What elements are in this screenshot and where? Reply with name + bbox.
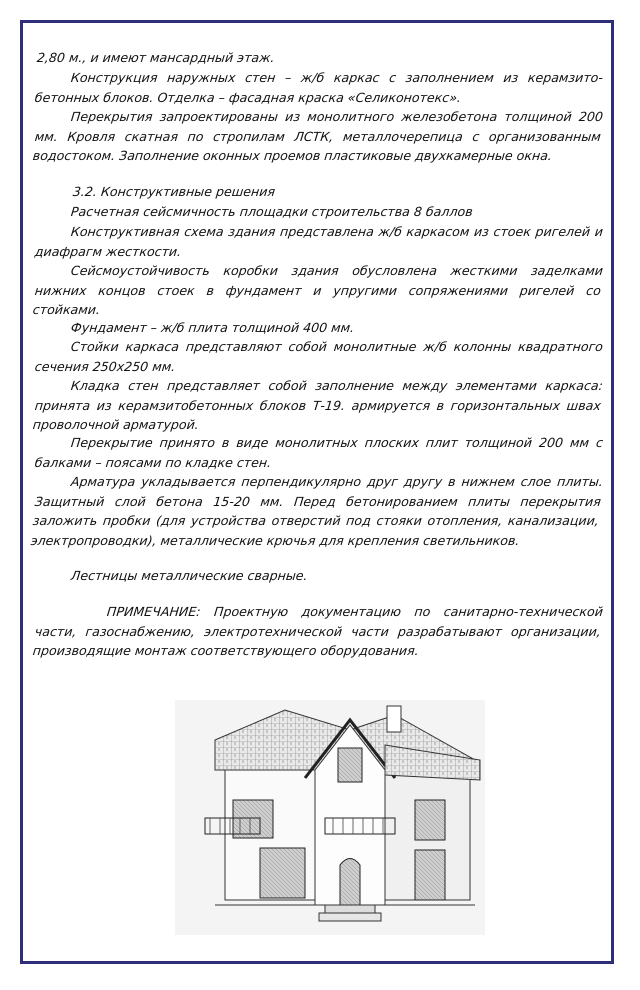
paragraph-stairs: Лестницы металлические сварные. <box>70 568 309 583</box>
section-heading: 3.2. Конструктивные решения <box>72 184 276 199</box>
paragraph-columns: Стойки каркаса представляют собой монолитные ж/б колонны квадратного сечения 250х250 мм. <box>34 339 604 374</box>
paragraph-walls: Конструкция наружных стен – ж/б каркас с заполнением из керамзито-бетонных блоков. Отделка – фасадная краска «Селиконотекс». <box>34 70 604 105</box>
paragraph-floors: Перекрытия запроектированы из монолитного железобетона толщиной 200 мм. Кровля скатная по стропилам ЛСТК, металлочерепица с организованным водостоком. Заполнение оконных проемов пластиковые двухкамерные окна. <box>32 109 604 163</box>
paragraph-reinforcement: Арматура укладывается перпендикулярно друг другу в нижнем слое плиты. Защитный слой бетона 15-20 мм. Перед бетонированием плиты перекрытия заложить пробки (для устройства отверстий под стояки отопления, канализации, электропроводки), металлические крючья для крепления светильников. <box>30 474 604 548</box>
house-sketch-icon <box>175 700 485 935</box>
paragraph-slab: Перекрытие принято в виде монолитных плоских плит толщиной 200 мм с балками – поясами по кладке стен. <box>34 435 604 470</box>
paragraph-masonry: Кладка стен представляет собой заполнение между элементами каркаса: принята из керамзитобетонных блоков Т-19. армируется в горизонтальных швах проволочной арматурой. <box>32 378 604 432</box>
paragraph-seismic-resistance: Сейсмоустойчивость коробки здания обусловлена жесткими заделками нижних концов стоек в фундамент и упругими сопряжениями ригелей со стойками. <box>32 263 604 317</box>
paragraph-structural-scheme: Конструктивная схема здания представлена ж/б каркасом из стоек ригелей и диафрагм жесткости. <box>34 224 604 259</box>
note-paragraph: ПРИМЕЧАНИЕ: Проектную документацию по санитарно-технической части, газоснабжению, электротехнической части разрабатывают организации, производящие монтаж соответствующего оборудования. <box>32 604 604 658</box>
paragraph-continuation: 2,80 м., и имеют мансардный этаж. <box>36 50 276 65</box>
paragraph-seismicity: Расчетная сейсмичность площадки строительства 8 баллов <box>70 204 474 219</box>
paragraph-foundation: Фундамент – ж/б плита толщиной 400 мм. <box>70 320 356 335</box>
